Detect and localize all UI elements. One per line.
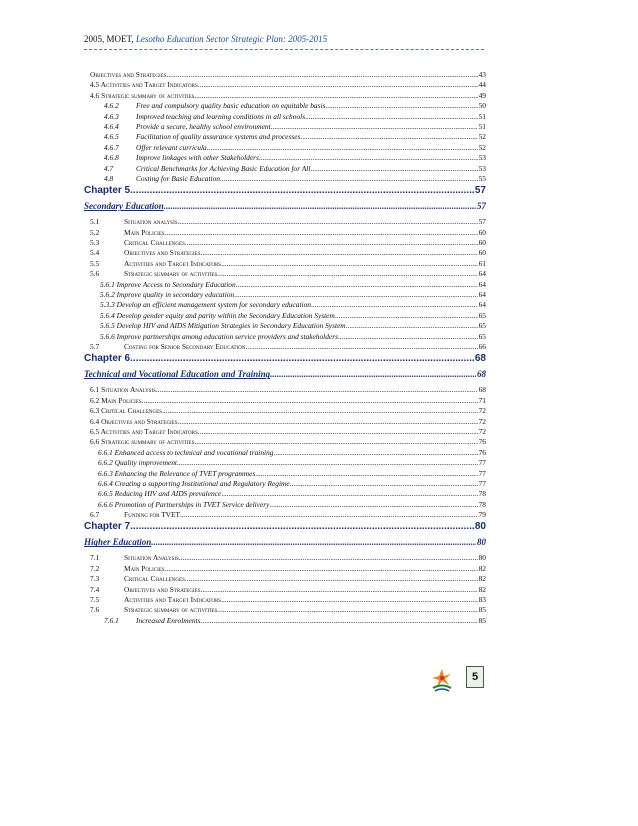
toc-leader-dots <box>201 616 478 625</box>
toc-entry-page: 82 <box>478 574 486 584</box>
toc-section-heading[interactable] <box>84 201 486 217</box>
table-of-contents <box>84 70 486 626</box>
toc-entry[interactable] <box>84 228 486 238</box>
toc-chapter-heading[interactable] <box>84 185 486 201</box>
toc-leader-dots <box>185 238 478 247</box>
toc-entry-page: 85 <box>478 615 486 625</box>
toc-entry[interactable] <box>84 122 486 132</box>
toc-chapter-heading[interactable] <box>84 353 486 369</box>
running-header <box>84 34 327 44</box>
toc-entry-page: 53 <box>478 153 486 163</box>
toc-entry-number: 7.1 <box>90 553 100 563</box>
toc-leader-dots <box>221 595 478 604</box>
toc-entry-title: Offer relevant curricula <box>136 142 207 152</box>
toc-entry-number: 7.6.1 <box>104 615 119 625</box>
toc-entry-title: Improved teaching and learning conditions in all schools <box>136 111 306 121</box>
page-number: 5 <box>466 666 484 688</box>
toc-entry-title: 5.6.6 Improve partnerships among education service providers and stakeholders <box>100 331 338 341</box>
toc-entry-title: Free and compulsory quality basic education on equitable basis <box>136 101 326 111</box>
toc-entry-number: 4.8 <box>104 173 114 183</box>
toc-entry-page: 64 <box>478 279 486 289</box>
toc-entry-page: 57 <box>474 185 486 197</box>
toc-entry-page: 53 <box>478 163 486 173</box>
toc-leader-dots <box>194 91 477 100</box>
toc-entry[interactable] <box>84 458 486 468</box>
toc-entry-number: 4.6.5 <box>104 132 119 142</box>
toc-leader-dots <box>220 174 478 183</box>
toc-entry-page: 68 <box>478 385 486 395</box>
toc-entry[interactable] <box>84 143 486 153</box>
toc-entry-title: Chapter 6 <box>84 353 131 365</box>
toc-entry[interactable] <box>84 417 486 427</box>
toc-entry-page: 66 <box>478 341 486 351</box>
toc-entry-page: 52 <box>478 142 486 152</box>
toc-entry-number: 5.3 <box>90 238 100 248</box>
toc-entry-page: 72 <box>478 416 486 426</box>
toc-entry[interactable] <box>84 605 486 615</box>
toc-leader-dots <box>177 458 478 467</box>
toc-leader-dots <box>221 259 478 268</box>
toc-entry-title: Higher Education <box>84 537 152 548</box>
toc-entry-title: Main Policies <box>124 227 165 237</box>
toc-entry[interactable] <box>84 616 486 626</box>
toc-entry-title: 6.6 Strategic summary of activities <box>90 437 195 447</box>
toc-entry-title: Objectives and Strategies <box>124 248 201 258</box>
toc-leader-dots <box>179 553 478 562</box>
toc-leader-dots <box>130 521 474 532</box>
header-divider <box>84 49 484 50</box>
toc-entry-page: 80 <box>477 537 486 548</box>
toc-entry-title: 4.6 Strategic summary of activities <box>90 90 195 100</box>
toc-entry[interactable] <box>84 217 486 227</box>
toc-entry-title: Chapter 5 <box>84 185 131 197</box>
toc-leader-dots <box>274 448 478 457</box>
toc-entry-title: 6.6.1 Enhanced access to technical and vocational training <box>98 447 274 457</box>
toc-entry-page: 61 <box>478 258 486 268</box>
toc-leader-dots <box>185 574 478 583</box>
toc-entry-title: 5.6.5 Develop HIV and AIDS Mitigation Strategies in Secondary Education System <box>100 321 346 331</box>
toc-entry-page: 85 <box>478 605 486 615</box>
toc-entry-title: Objectives and Strategies <box>90 70 167 79</box>
toc-entry-title: 4.5 Activities and Target Indicators <box>90 80 198 90</box>
toc-entry-number: 4.6.3 <box>104 111 119 121</box>
toc-entry[interactable] <box>84 437 486 447</box>
toc-entry-number: 5.5 <box>90 258 100 268</box>
toc-entry-page: 83 <box>478 595 486 605</box>
toc-leader-dots <box>207 143 478 152</box>
toc-entry-number: 5.6 <box>90 269 100 279</box>
toc-entry-page: 44 <box>478 80 486 90</box>
toc-entry[interactable] <box>84 332 486 342</box>
toc-entry-number: 4.7 <box>104 163 114 173</box>
toc-leader-dots <box>151 537 476 547</box>
toc-entry-title: Critical Challenges <box>124 238 185 248</box>
toc-leader-dots <box>130 353 474 364</box>
toc-entry[interactable] <box>84 385 486 395</box>
toc-entry-page: 78 <box>478 489 486 499</box>
toc-entry-number: 7.5 <box>90 595 100 605</box>
toc-entry-title: 6.5 Activities and Target Indicators <box>90 426 198 436</box>
toc-leader-dots <box>234 290 477 299</box>
toc-leader-dots <box>255 469 477 478</box>
toc-entry[interactable] <box>84 91 486 101</box>
toc-entry-page: 49 <box>478 90 486 100</box>
header-prefix: 2005, MOET, <box>84 34 134 44</box>
toc-entry[interactable] <box>84 174 486 184</box>
toc-entry-page: 60 <box>478 248 486 258</box>
toc-entry-title: Increased Enrolments <box>136 615 201 625</box>
toc-entry-title: Costing for Basic Education <box>136 173 220 183</box>
toc-entry[interactable] <box>84 406 486 416</box>
toc-entry-number: 6.7 <box>90 510 100 520</box>
toc-leader-dots <box>271 122 478 131</box>
toc-leader-dots <box>198 427 478 436</box>
toc-entry-page: 52 <box>478 132 486 142</box>
toc-entry-title: Critical Challenges <box>124 574 185 584</box>
toc-entry-page: 57 <box>478 217 486 227</box>
toc-entry-number: 4.6.7 <box>104 142 119 152</box>
toc-entry[interactable] <box>84 132 486 142</box>
toc-entry[interactable] <box>84 70 486 80</box>
toc-entry-title: Costing for Senior Secondary Education <box>124 341 246 351</box>
toc-entry-number: 7.6 <box>90 605 100 615</box>
toc-entry-title: Funding for TVET <box>124 510 180 520</box>
toc-entry[interactable] <box>84 153 486 163</box>
toc-entry[interactable] <box>84 469 486 479</box>
toc-entry-number: 7.4 <box>90 584 100 594</box>
toc-entry[interactable] <box>84 259 486 269</box>
toc-entry[interactable] <box>84 280 486 290</box>
toc-entry-title: 5.6.4 Develop gender equity and parity within the Secondary Education System <box>100 310 335 320</box>
toc-leader-dots <box>130 185 474 196</box>
toc-entry-title: Technical and Vocational Education and Training <box>84 369 271 380</box>
toc-section-heading[interactable] <box>84 537 486 553</box>
toc-entry[interactable] <box>84 238 486 248</box>
toc-entry[interactable] <box>84 427 486 437</box>
toc-entry[interactable] <box>84 80 486 90</box>
toc-entry[interactable] <box>84 595 486 605</box>
toc-entry-page: 71 <box>478 395 486 405</box>
toc-entry-title: 6.4 Objectives and Strategies <box>90 416 178 426</box>
moet-logo-icon <box>431 668 453 692</box>
toc-entry-title: Activities and Target Indicators <box>124 258 222 268</box>
toc-entry-page: 72 <box>478 406 486 416</box>
toc-entry[interactable] <box>84 448 486 458</box>
toc-entry-page: 80 <box>474 521 486 533</box>
toc-entry-title: Facilitation of quality assurance systems and processes <box>136 132 301 142</box>
toc-entry-page: 51 <box>478 111 486 121</box>
toc-entry-number: 5.1 <box>90 217 100 227</box>
toc-leader-dots <box>165 228 478 237</box>
toc-entry-number: 7.2 <box>90 563 100 573</box>
toc-entry-page: 64 <box>478 269 486 279</box>
header-title: Lesotho Education Sector Strategic Plan: 2005-2015 <box>135 34 328 44</box>
toc-entry-page: 78 <box>478 499 486 509</box>
toc-entry-title: Situation analysis <box>124 217 178 227</box>
toc-leader-dots <box>178 417 478 426</box>
toc-entry-title: Improve linkages with other Stakeholders <box>136 153 259 163</box>
toc-entry-number: 4.6.8 <box>104 153 119 163</box>
toc-entry-page: 64 <box>478 300 486 310</box>
toc-entry[interactable] <box>84 248 486 258</box>
toc-leader-dots <box>346 321 478 330</box>
toc-entry-title: Provide a secure, healthy school environment <box>136 121 271 131</box>
toc-entry-number: 4.6.2 <box>104 101 119 111</box>
toc-entry-title: Strategic summary of activities <box>124 605 218 615</box>
toc-entry[interactable] <box>84 510 486 520</box>
toc-entry-title: Activities and Target Indicators <box>124 595 222 605</box>
toc-leader-dots <box>335 311 478 320</box>
toc-entry[interactable] <box>84 574 486 584</box>
toc-entry[interactable] <box>84 269 486 279</box>
toc-entry-title: 6.1 Situation Analysis <box>90 385 156 395</box>
toc-entry-title: 6.6.3 Enhancing the Relevance of TVET programmes <box>98 468 256 478</box>
toc-leader-dots <box>194 437 477 446</box>
toc-entry[interactable] <box>84 300 486 310</box>
toc-entry-title: 6.6.2 Quality improvement <box>98 458 177 468</box>
toc-leader-dots <box>305 112 478 121</box>
toc-leader-dots <box>162 406 478 415</box>
toc-entry-page: 55 <box>478 173 486 183</box>
toc-entry-title: 6.6.6 Promotion of Partnerships in TVET Service delivery <box>98 499 270 509</box>
toc-leader-dots <box>142 396 478 405</box>
toc-entry-number: 4.6.4 <box>104 121 119 131</box>
toc-entry[interactable] <box>84 396 486 406</box>
toc-entry[interactable] <box>84 101 486 111</box>
toc-entry-page: 50 <box>478 101 486 111</box>
toc-entry-number: 5.2 <box>90 227 100 237</box>
toc-leader-dots <box>259 153 478 162</box>
toc-entry[interactable] <box>84 479 486 489</box>
toc-leader-dots <box>310 164 477 173</box>
toc-entry-page: 65 <box>478 321 486 331</box>
toc-leader-dots <box>200 248 477 257</box>
toc-leader-dots <box>178 217 478 226</box>
toc-entry-title: Objectives and Strategies <box>124 584 201 594</box>
toc-entry-title: Situation Analysis <box>124 553 179 563</box>
toc-entry[interactable] <box>84 311 486 321</box>
toc-entry-page: 76 <box>478 447 486 457</box>
toc-entry-number: 7.3 <box>90 574 100 584</box>
toc-leader-dots <box>245 342 477 351</box>
toc-entry[interactable] <box>84 164 486 174</box>
toc-chapter-heading[interactable] <box>84 521 486 537</box>
toc-entry[interactable] <box>84 585 486 595</box>
toc-entry-title: Main Policies <box>124 563 165 573</box>
toc-leader-dots <box>270 369 476 379</box>
toc-entry[interactable] <box>84 489 486 499</box>
toc-entry-page: 43 <box>478 70 486 79</box>
toc-leader-dots <box>338 332 478 341</box>
toc-entry[interactable] <box>84 553 486 563</box>
toc-leader-dots <box>311 300 478 309</box>
toc-entry-title: Chapter 7 <box>84 521 131 533</box>
toc-entry[interactable] <box>84 342 486 352</box>
toc-leader-dots <box>217 269 477 278</box>
toc-leader-dots <box>156 385 478 394</box>
toc-leader-dots <box>198 80 478 89</box>
toc-entry-title: 6.6.5 Reducing HIV and AIDS prevalence <box>98 489 222 499</box>
toc-leader-dots <box>165 564 478 573</box>
toc-leader-dots <box>236 280 478 289</box>
toc-entry-number: 5.4 <box>90 248 100 258</box>
toc-entry-page: 79 <box>478 510 486 520</box>
toc-entry-title: 5.6.2 Improve quality in secondary education <box>100 290 235 300</box>
toc-entry-page: 65 <box>478 310 486 320</box>
toc-leader-dots <box>221 489 477 498</box>
toc-entry-title: Critical Benchmarks for Achieving Basic Education for All <box>136 163 311 173</box>
toc-leader-dots <box>180 510 478 519</box>
toc-entry[interactable] <box>84 112 486 122</box>
toc-entry-page: 77 <box>478 478 486 488</box>
toc-entry[interactable] <box>84 290 486 300</box>
toc-entry-title: 5.6.1 Improve Access to Secondary Education <box>100 279 236 289</box>
toc-entry[interactable] <box>84 564 486 574</box>
toc-leader-dots <box>200 585 477 594</box>
toc-leader-dots <box>166 70 477 79</box>
toc-entry-page: 51 <box>478 121 486 131</box>
toc-entry-page: 80 <box>478 553 486 563</box>
toc-entry-page: 77 <box>478 458 486 468</box>
toc-entry-page: 68 <box>474 353 486 365</box>
toc-leader-dots <box>164 201 476 211</box>
toc-entry-page: 64 <box>478 290 486 300</box>
toc-section-heading[interactable] <box>84 369 486 385</box>
toc-entry-title: Strategic summary of activities <box>124 269 218 279</box>
toc-entry-number: 5.7 <box>90 341 100 351</box>
toc-entry-page: 82 <box>478 584 486 594</box>
toc-entry-title: 6.6.4 Creating a supporting Institutional and Regulatory Regime <box>98 478 290 488</box>
toc-leader-dots <box>325 101 477 110</box>
toc-entry[interactable] <box>84 500 486 510</box>
toc-entry-title: Secondary Education <box>84 201 164 212</box>
toc-leader-dots <box>290 479 478 488</box>
toc-entry-page: 77 <box>478 468 486 478</box>
toc-entry-title: 6.3 Critical Challenges <box>90 406 162 416</box>
toc-entry-title: 6.2 Main Policies <box>90 395 142 405</box>
toc-entry-page: 76 <box>478 437 486 447</box>
toc-entry-page: 68 <box>477 369 486 380</box>
toc-leader-dots <box>300 132 477 141</box>
toc-entry-page: 72 <box>478 426 486 436</box>
toc-entry-page: 65 <box>478 331 486 341</box>
toc-entry-page: 60 <box>478 227 486 237</box>
toc-entry-page: 82 <box>478 563 486 573</box>
toc-entry[interactable] <box>84 321 486 331</box>
toc-leader-dots <box>269 500 477 509</box>
toc-entry-title: 5.3.3 Develop an efficient management system for secondary education <box>100 300 311 310</box>
toc-leader-dots <box>217 605 477 614</box>
toc-entry-page: 57 <box>477 201 486 212</box>
toc-entry-page: 60 <box>478 238 486 248</box>
